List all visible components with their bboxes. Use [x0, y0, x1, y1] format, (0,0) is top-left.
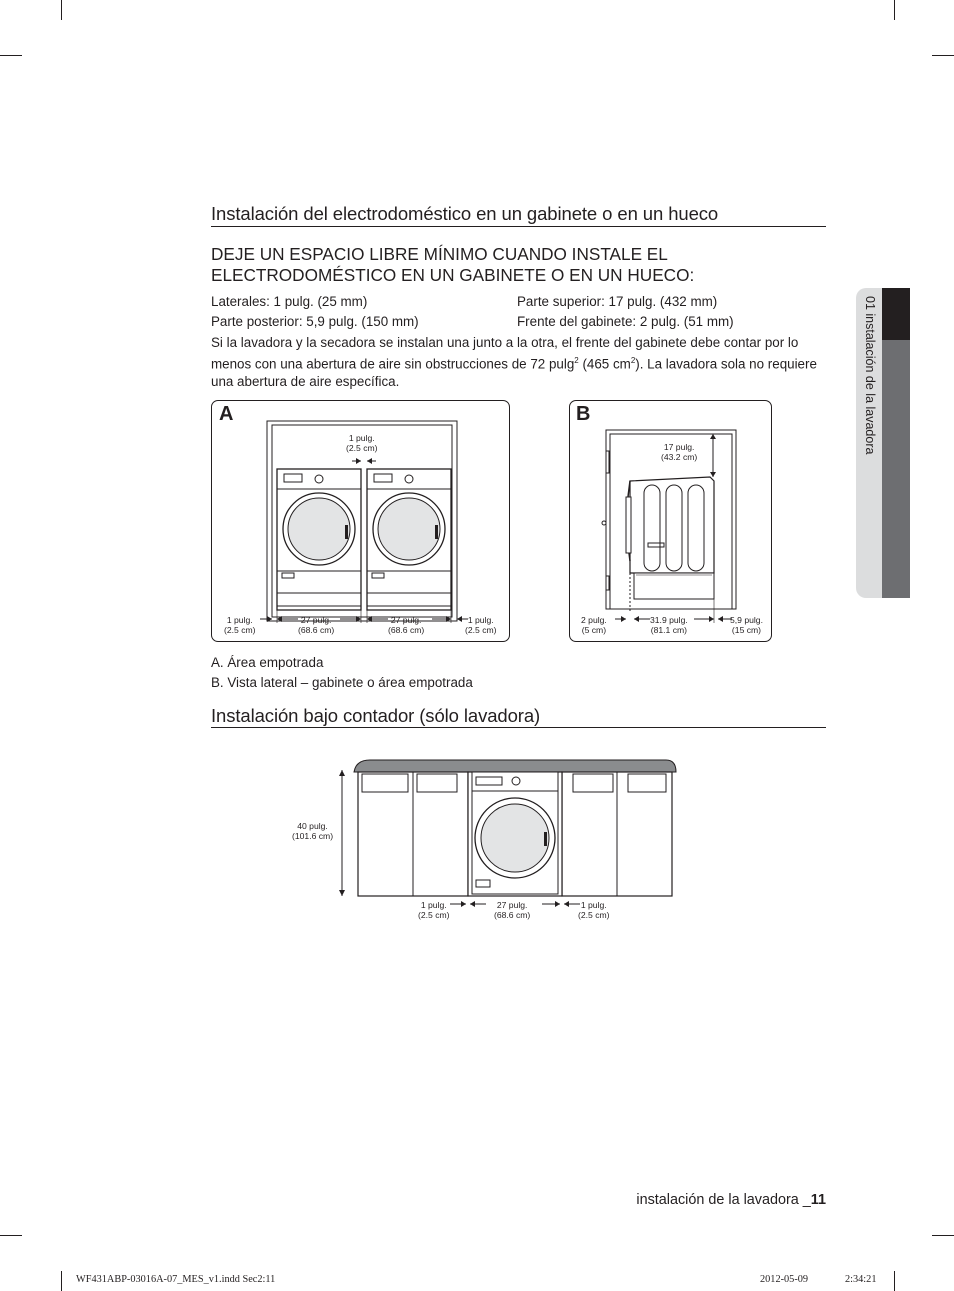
- dim-label: 5,9 pulg. (15 cm): [730, 615, 763, 635]
- clearance-top: Parte superior: 17 pulg. (432 mm): [517, 294, 718, 309]
- figure-b-letter: B: [576, 403, 591, 425]
- heading-rule: [211, 727, 826, 728]
- chapter-tab-marker: [882, 288, 910, 340]
- dim-label: 1 pulg. (2.5 cm): [418, 900, 450, 920]
- heading-rule: [211, 226, 826, 227]
- undercounter-drawing: [280, 750, 700, 930]
- figure-a-letter: A: [219, 403, 234, 425]
- chapter-tab-bar: [882, 340, 910, 598]
- crop-mark: [894, 0, 895, 20]
- crop-mark: [932, 55, 954, 56]
- crop-mark: [894, 1271, 895, 1291]
- caption-a: A. Área empotrada: [211, 655, 324, 670]
- clearance-subheading: [211, 244, 694, 286]
- dim-label: 1 pulg. (2.5 cm): [465, 615, 497, 635]
- clearance-front: Frente del gabinete: 2 pulg. (51 mm): [517, 314, 734, 329]
- clearance-sides: Laterales: 1 pulg. (25 mm): [211, 294, 368, 309]
- slug-file: WF431ABP-03016A-07_MES_v1.indd Sec2:11: [76, 1274, 276, 1285]
- subheading-line: DEJE UN ESPACIO LIBRE MÍNIMO CUANDO INSTALE EL: [211, 244, 668, 264]
- dim-label: 1 pulg. (2.5 cm): [224, 615, 256, 635]
- slug-date: 2012-05-09: [760, 1274, 809, 1285]
- dim-label: 40 pulg. (101.6 cm): [292, 821, 334, 841]
- crop-mark: [932, 1235, 954, 1236]
- dim-label: 2 pulg. (5 cm): [581, 615, 607, 635]
- figure-a-box: [211, 400, 510, 642]
- slug-time: 2:34:21: [845, 1274, 877, 1285]
- airflow-paragraph: Si la lavadora y la secadora se instalan una junto a la otra, el frente del gabinete debe contar por lo menos con una abertura de aire sin obstrucciones de 72 pulg$^2$ (465 $cm^2$). La lavadora sola no requiere una abertura de aire específica.: [211, 335, 817, 390]
- figure-b-box: [569, 400, 772, 642]
- caption-b: B. Vista lateral – gabinete o área empotrada: [211, 675, 473, 690]
- crop-mark: [61, 1271, 62, 1291]
- chapter-tab-label: 01 instalación de la lavadora: [863, 296, 877, 455]
- crop-mark: [61, 0, 62, 20]
- subheading-line: ELECTRODOMÉSTICO EN UN GABINETE O EN UN HUECO:: [211, 265, 695, 285]
- dim-label: 27 pulg. (68.6 cm): [388, 615, 425, 635]
- dim-label: 17 pulg. (43.2 cm): [661, 442, 698, 462]
- section-heading-cabinet: Instalación del electrodoméstico en un gabinete o en un hueco: [211, 203, 719, 224]
- dim-label: 1 pulg. (2.5 cm): [578, 900, 610, 920]
- figure-undercounter: [280, 750, 700, 930]
- dim-label: 31.9 pulg. (81.1 cm): [650, 615, 688, 635]
- dim-label: 27 pulg. (68.6 cm): [298, 615, 335, 635]
- crop-mark: [0, 1235, 22, 1236]
- dim-label: 27 pulg. (68.6 cm): [494, 900, 531, 920]
- figure-b-drawing: [570, 401, 771, 641]
- clearance-rear: Parte posterior: 5,9 pulg. (150 mm): [211, 314, 419, 329]
- dim-label: 1 pulg. (2.5 cm): [346, 433, 378, 453]
- crop-mark: [0, 55, 22, 56]
- page-footer: instalación de la lavadora _11: [636, 1192, 826, 1208]
- section-heading-undercounter: Instalación bajo contador (sólo lavadora): [211, 705, 541, 726]
